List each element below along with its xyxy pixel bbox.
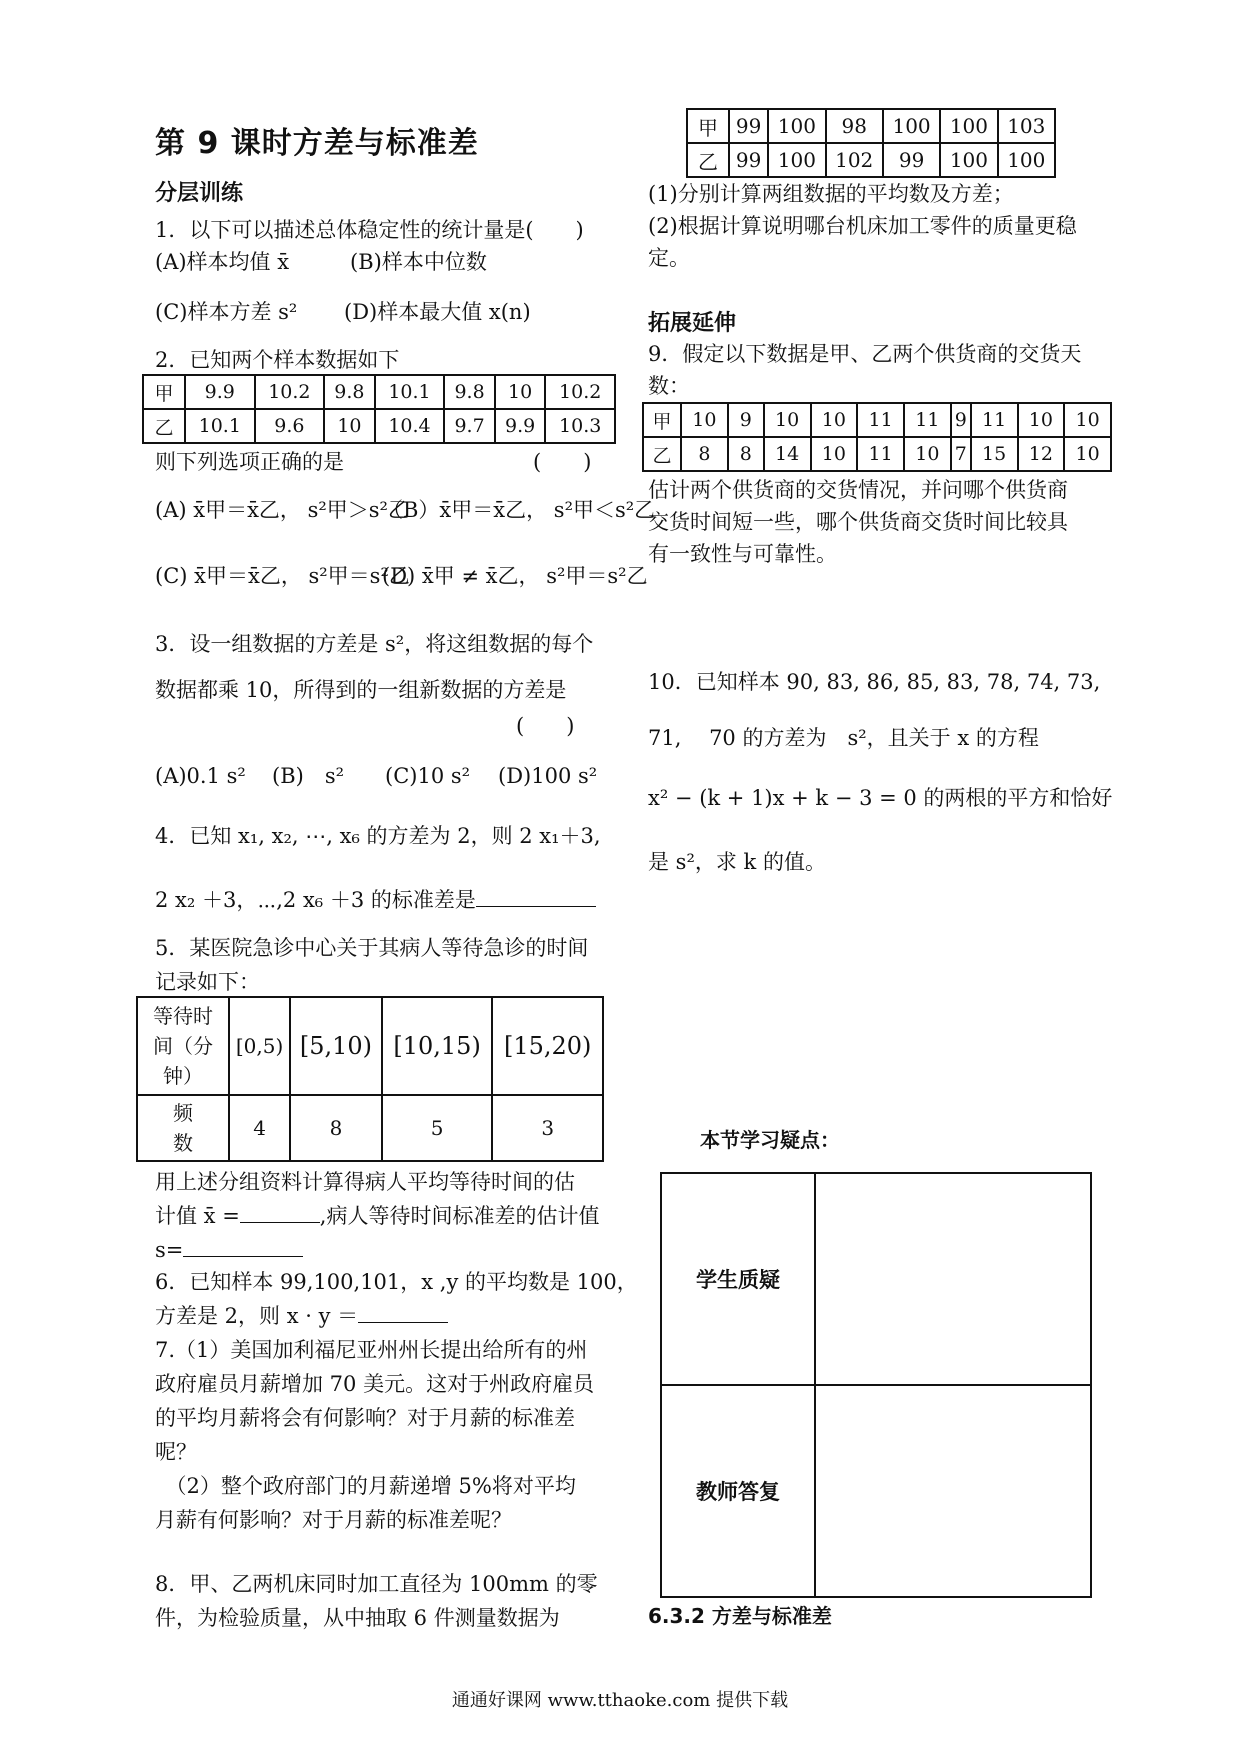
header-line: 频	[173, 1101, 193, 1125]
q7-line-6: 月薪有何影响？对于月薪的标准差呢？	[155, 1508, 512, 1532]
q3-option-c: (C)10 s²	[385, 764, 471, 788]
q5-sd-blank	[183, 1234, 303, 1257]
table-cell: 10	[1018, 403, 1065, 437]
doubts-table	[660, 1172, 1092, 1598]
q5-line-4b: ,病人等待时间标准差的估计值	[319, 1204, 600, 1228]
q6-line-1: 6．已知样本 99,100,101，x ,y 的平均数是 100，	[155, 1270, 638, 1294]
table-cell: [0,5)	[229, 997, 290, 1095]
q1-stem: 1．以下可以描述总体稳定性的统计量是( )	[155, 218, 584, 242]
header-line: 等待时	[153, 1004, 213, 1028]
table-cell: 乙	[643, 437, 681, 471]
q2-option-d: (D) x̄甲 ≠ x̄乙， s²甲＝s²乙	[382, 564, 648, 588]
q2-option-b: （B）x̄甲＝x̄乙， s²甲＜s²乙	[382, 498, 656, 522]
table-cell: 8	[681, 437, 728, 471]
table-cell: 10	[764, 403, 811, 437]
q2-stem: 2．已知两个样本数据如下	[155, 348, 400, 372]
table-header-cell	[137, 997, 229, 1095]
header-line: 间（分	[153, 1034, 213, 1058]
q7-line-2: 政府雇员月薪增加 70 美元。这对于州政府雇员	[155, 1372, 595, 1396]
table-cell: 乙	[687, 143, 729, 177]
q3-option-d: (D)100 s²	[498, 764, 598, 788]
table-cell: 99	[883, 143, 940, 177]
table-cell: 100	[883, 109, 940, 143]
table-cell: 9.9	[495, 409, 546, 443]
q5-line-5-text: s=	[155, 1238, 184, 1262]
q9-line-1: 9．假定以下数据是甲、乙两个供货商的交货天	[648, 342, 1082, 366]
q5-line-4	[155, 1200, 599, 1232]
section-heading-extension: 拓展延伸	[648, 311, 737, 336]
table-cell: 11	[971, 403, 1018, 437]
table-cell: 10.2	[545, 375, 615, 409]
teacher-reply-label: 教师答复	[661, 1385, 815, 1597]
q9-line-2: 数：	[648, 374, 690, 398]
table-cell: 9.9	[185, 375, 255, 409]
q8-part-1: (1)分别计算两组数据的平均数及方差；	[648, 182, 1014, 206]
q2-option-a: (A) x̄甲＝x̄乙， s²甲＞s²乙	[155, 498, 409, 522]
table-row	[143, 409, 615, 443]
table-cell: 15	[971, 437, 1018, 471]
q9-delivery-table	[642, 402, 1112, 472]
q3-option-a: (A)0.1 s²	[155, 764, 246, 788]
q5-line-1: 5．某医院急诊中心关于其病人等待急诊的时间	[155, 936, 589, 960]
table-cell: 10.2	[255, 375, 325, 409]
table-cell: 9.7	[444, 409, 495, 443]
table-cell: 14	[764, 437, 811, 471]
table-row	[137, 997, 603, 1095]
table-cell: 3	[492, 1095, 603, 1161]
table-cell: 10	[811, 403, 858, 437]
table-cell: 甲	[687, 109, 729, 143]
header-line: 数	[173, 1131, 193, 1155]
table-row	[661, 1385, 1091, 1597]
q6-line-2	[155, 1300, 448, 1332]
q5-line-3: 用上述分组资料计算得病人平均等待时间的估	[155, 1170, 575, 1194]
table-cell: 8	[728, 437, 764, 471]
q10-line-2: 71, 70 的方差为 s²，且关于 x 的方程	[648, 726, 1039, 750]
q4-line-1: 4．已知 x₁, x₂, ⋯, x₆ 的方差为 2，则 2 x₁＋3,	[155, 824, 601, 848]
table-cell: 10.3	[545, 409, 615, 443]
table-row	[643, 403, 1111, 437]
table-header-cell	[137, 1095, 229, 1161]
q5-waiting-time-table	[136, 996, 604, 1162]
table-cell: 8	[290, 1095, 382, 1161]
table-cell: [5,10)	[290, 997, 382, 1095]
table-cell: 10	[904, 437, 951, 471]
table-cell: 9.8	[444, 375, 495, 409]
table-cell: 100	[768, 143, 825, 177]
q8-part-2a: (2)根据计算说明哪台机床加工零件的质量更稳	[648, 214, 1077, 238]
q1-option-b: (B)样本中位数	[350, 250, 487, 274]
q4-answer-blank	[476, 884, 596, 907]
q9-answer-1: 估计两个供货商的交货情况，并问哪个供货商	[648, 478, 1068, 502]
q8-line-2: 件，为检验质量，从中抽取 6 件测量数据为	[155, 1606, 560, 1630]
table-cell: 9	[728, 403, 764, 437]
table-row	[687, 109, 1055, 143]
table-cell: 9.8	[324, 375, 375, 409]
q7-line-5: （2）整个政府部门的月薪递增 5%将对平均	[155, 1474, 576, 1498]
header-line: 钟）	[163, 1064, 203, 1088]
table-cell: 100	[998, 143, 1055, 177]
q9-answer-3: 有一致性与可靠性。	[648, 542, 837, 566]
q2-prompt: 则下列选项正确的是 ( )	[155, 450, 592, 474]
teacher-reply-cell[interactable]	[815, 1385, 1091, 1597]
table-cell: 乙	[143, 409, 185, 443]
q7-line-1: 7.（1）美国加利福尼亚州州长提出给所有的州	[155, 1338, 588, 1362]
table-cell: 12	[1018, 437, 1065, 471]
table-cell: 甲	[143, 375, 185, 409]
table-cell: [10,15)	[382, 997, 493, 1095]
table-cell: 10	[324, 409, 375, 443]
q7-line-3: 的平均月薪将会有何影响？对于月薪的标准差	[155, 1406, 575, 1430]
table-cell: 10	[1064, 437, 1111, 471]
table-cell: 98	[826, 109, 883, 143]
table-cell: 102	[826, 143, 883, 177]
table-cell: 甲	[643, 403, 681, 437]
table-cell: 11	[857, 403, 904, 437]
q5-mean-blank	[240, 1200, 320, 1223]
table-cell: 7	[951, 437, 971, 471]
table-cell: 9.6	[255, 409, 325, 443]
table-cell: 100	[768, 109, 825, 143]
student-question-label: 学生质疑	[661, 1173, 815, 1385]
q5-line-4a: 计值 x̄ =	[155, 1204, 240, 1228]
table-cell: 10	[495, 375, 546, 409]
q8-line-1: 8．甲、乙两机床同时加工直径为 100mm 的零	[155, 1572, 598, 1596]
q5-line-2: 记录如下：	[155, 970, 260, 994]
table-cell: 10.1	[185, 409, 255, 443]
q6-answer-blank	[358, 1300, 448, 1323]
q8-part-2b: 定。	[648, 246, 690, 270]
q6-line-2-text: 方差是 2，则 x · y ＝	[155, 1304, 359, 1328]
q5-line-5	[155, 1234, 303, 1266]
q3-answer-paren: ( )	[516, 714, 575, 738]
q7-line-4: 呢？	[155, 1440, 197, 1464]
table-cell: 10.1	[375, 375, 445, 409]
table-cell: 99	[729, 143, 768, 177]
q2-data-table	[142, 374, 616, 444]
q1-option-c: (C)样本方差 s²	[155, 300, 298, 324]
student-question-cell[interactable]	[815, 1173, 1091, 1385]
q1-option-d: (D)样本最大值 x(n)	[344, 300, 531, 324]
q10-line-4: 是 s²，求 k 的值。	[648, 850, 826, 874]
q10-line-1: 10．已知样本 90, 83, 86, 85, 83, 78, 74, 73,	[648, 670, 1101, 694]
table-cell: 11	[857, 437, 904, 471]
section-heading-layered: 分层训练	[155, 181, 244, 206]
q3-line-1: 3．设一组数据的方差是 s²，将这组数据的每个	[155, 632, 594, 656]
table-cell: [15,20)	[492, 997, 603, 1095]
page-footer: 通通好课网 www.tthaoke.com 提供下载	[451, 1690, 789, 1711]
table-row	[137, 1095, 603, 1161]
table-cell: 99	[729, 109, 768, 143]
q1-option-a: (A)样本均值 x̄	[155, 250, 290, 274]
table-cell: 10.4	[375, 409, 445, 443]
page-title: 第 9 课时方差与标准差	[155, 126, 479, 161]
q3-option-b: (B) s²	[272, 764, 345, 788]
q2-option-c: (C) x̄甲＝x̄乙， s²甲＝s²乙	[155, 564, 410, 588]
table-cell: 9	[951, 403, 971, 437]
table-cell: 4	[229, 1095, 290, 1161]
table-cell: 10	[1064, 403, 1111, 437]
table-cell: 5	[382, 1095, 493, 1161]
doubts-heading: 本节学习疑点：	[700, 1128, 840, 1152]
q10-line-3: x² − (k + 1)x + k − 3 = 0 的两根的平方和恰好	[648, 786, 1113, 810]
table-cell: 103	[998, 109, 1055, 143]
table-row	[643, 437, 1111, 471]
table-row	[143, 375, 615, 409]
q9-answer-2: 交货时间短一些，哪个供货商交货时间比较具	[648, 510, 1068, 534]
q4-line-2	[155, 884, 596, 916]
table-cell: 100	[940, 109, 997, 143]
q4-line-2-text: 2 x₂ ＋3，⋯,2 x₆ ＋3 的标准差是	[155, 888, 476, 912]
table-cell: 10	[681, 403, 728, 437]
table-row	[661, 1173, 1091, 1385]
table-cell: 10	[811, 437, 858, 471]
q3-line-2: 数据都乘 10，所得到的一组新数据的方差是	[155, 678, 567, 702]
subsection-heading: 6.3.2 方差与标准差	[648, 1604, 832, 1628]
table-cell: 100	[940, 143, 997, 177]
table-cell: 11	[904, 403, 951, 437]
table-row	[687, 143, 1055, 177]
q8-measurement-table	[686, 108, 1056, 178]
